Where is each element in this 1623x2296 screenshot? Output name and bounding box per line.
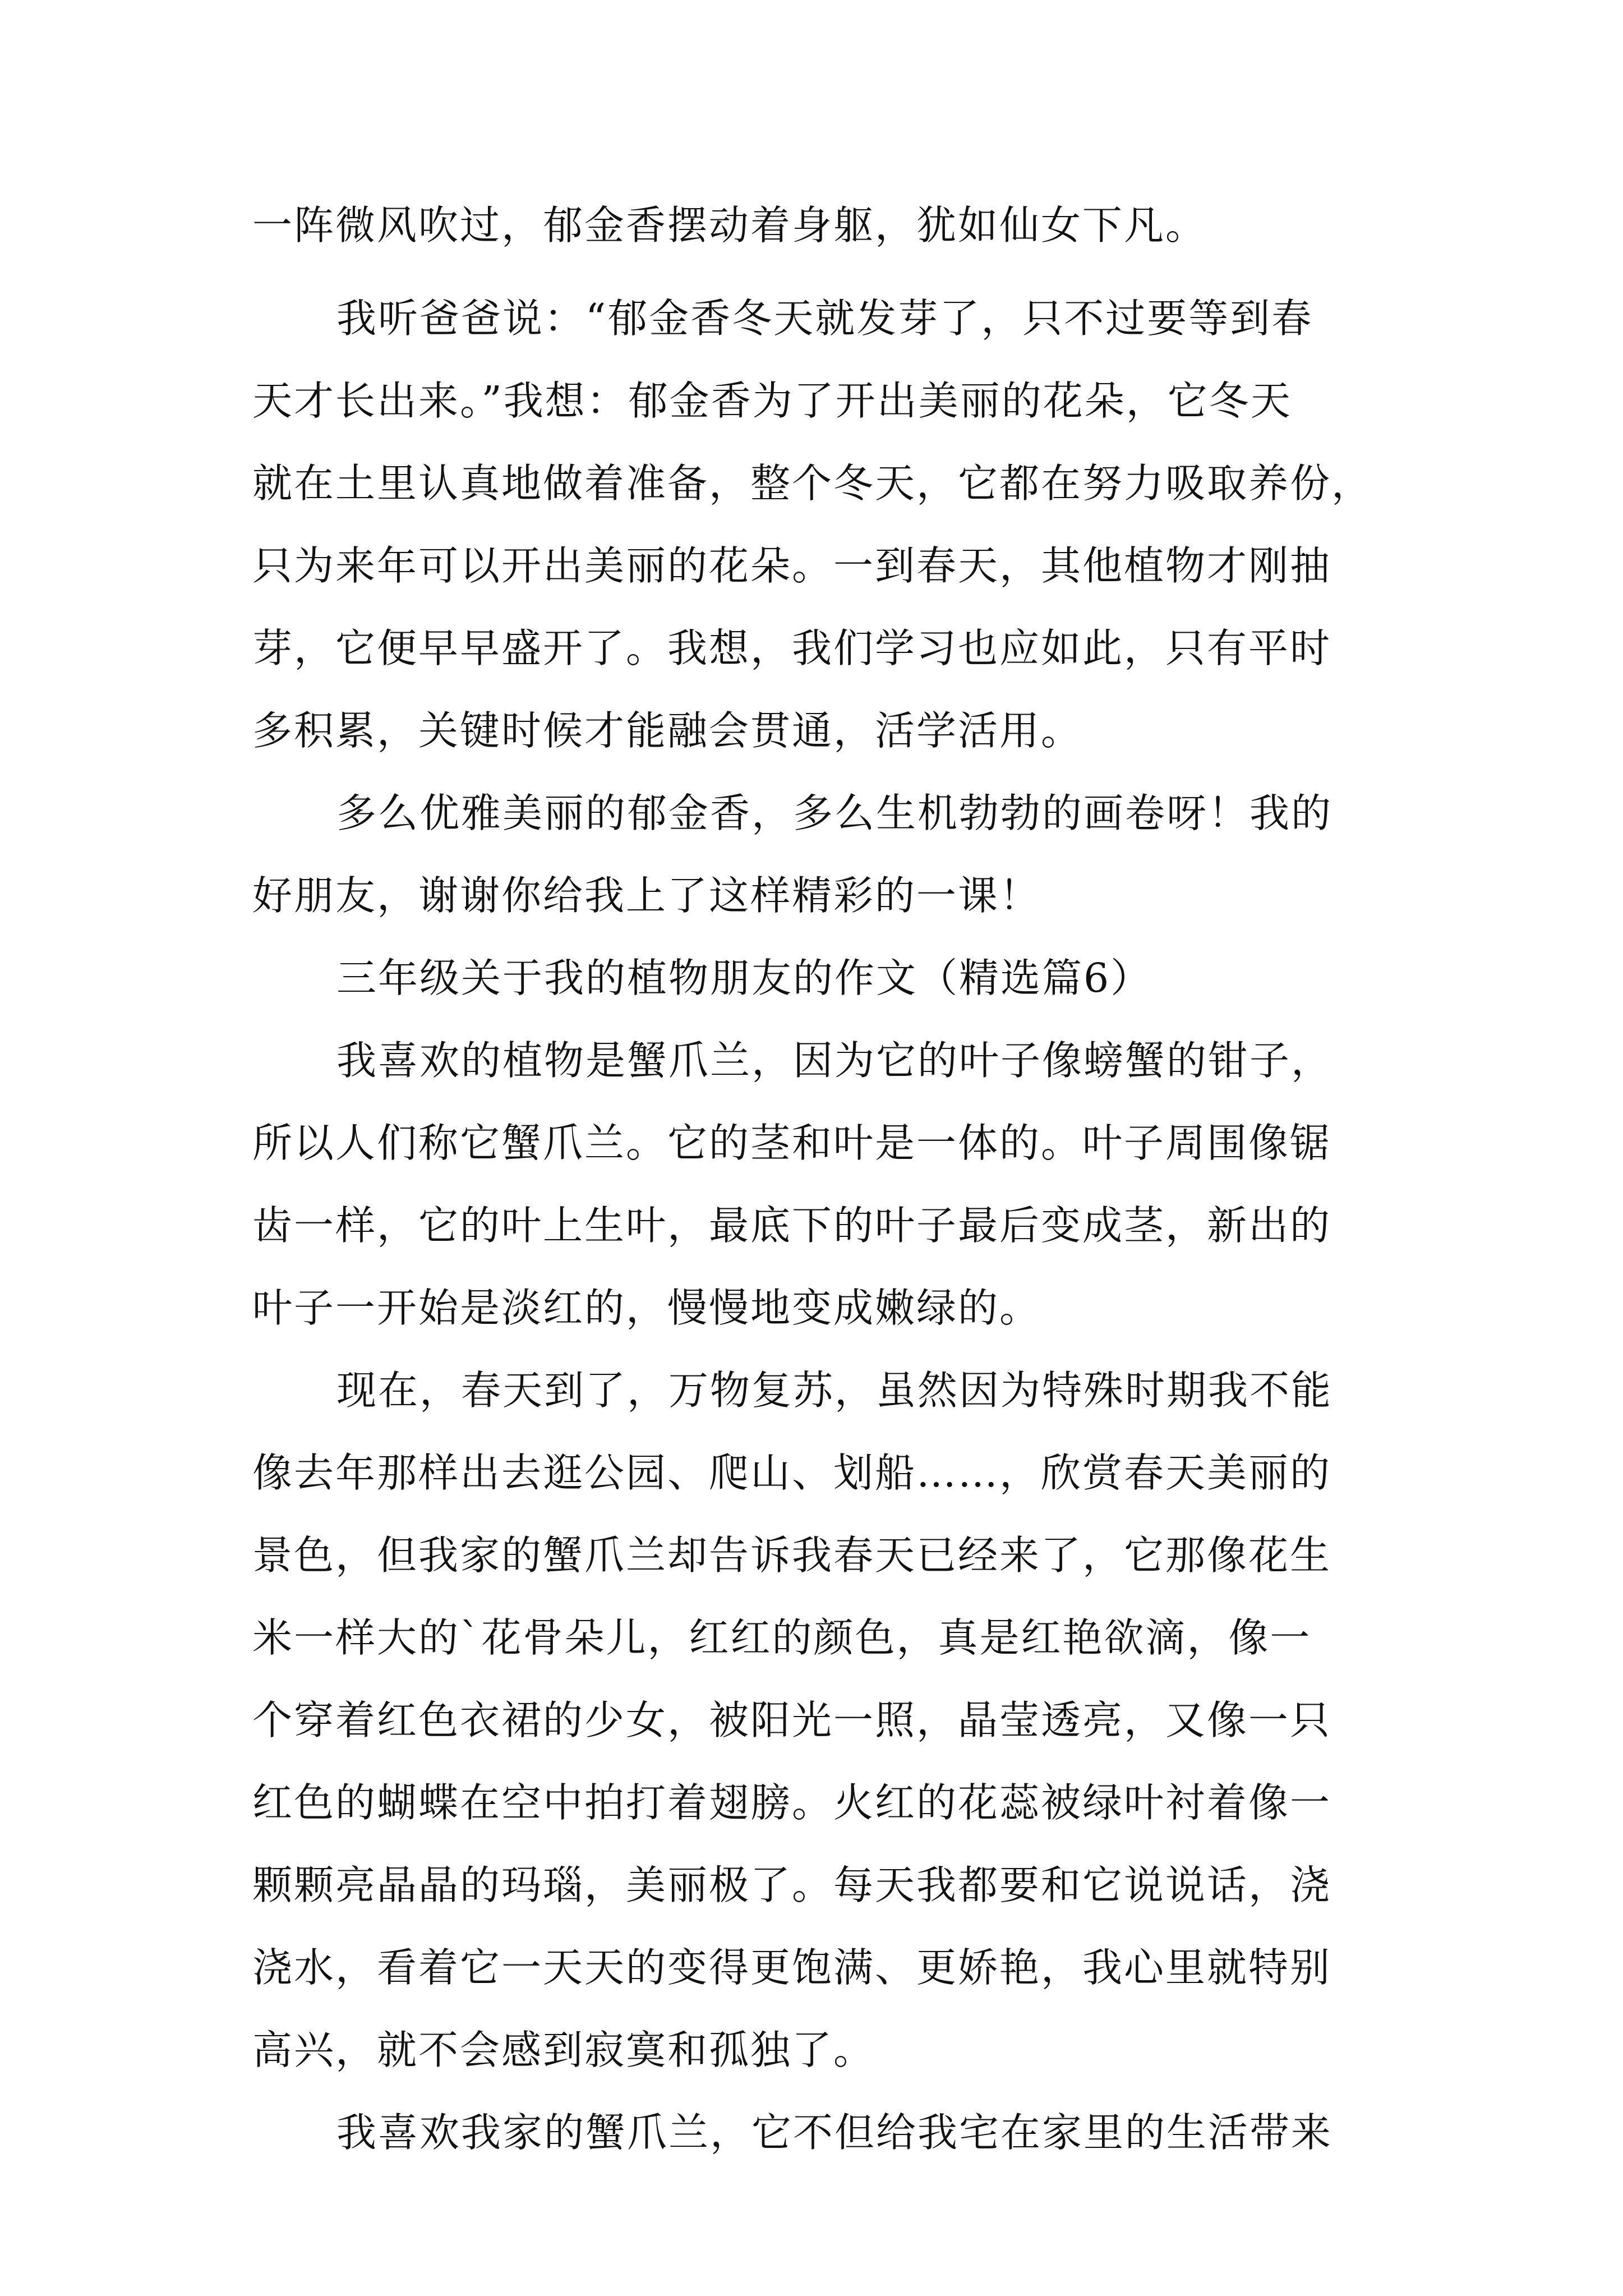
- text-line: 天才长出来。”我想：郁金香为了开出美丽的花朵，它冬天: [252, 378, 1292, 424]
- text-line: 所以人们称它蟹爪兰。它的茎和叶是一体的。叶子周围像锯: [252, 1120, 1332, 1166]
- text-line: 像去年那样出去逛公园、爬山、划船……，欣赏春天美丽的: [252, 1450, 1332, 1496]
- text-line: 叶子一开始是淡红的，慢慢地变成嫩绿的。: [252, 1285, 1041, 1331]
- text-line: 颗颗亮晶晶的玛瑙，美丽极了。每天我都要和它说说话，浇: [252, 1862, 1332, 1908]
- text-line: 个穿着红色衣裙的少女，被阳光一照，晶莹透亮，又像一只: [252, 1697, 1332, 1743]
- text-line: 只为来年可以开出美丽的花朵。一到春天，其他植物才刚抽: [252, 542, 1332, 589]
- text-line: 红色的蝴蝶在空中拍打着翅膀。火红的花蕊被绿叶衬着像一: [252, 1779, 1332, 1826]
- paragraph-first-line: 我喜欢我家的蟹爪兰，它不但给我宅在家里的生活带来: [336, 2109, 1333, 2156]
- paragraph-first-line: 我喜欢的植物是蟹爪兰，因为它的叶子像螃蟹的钳子，: [336, 1037, 1333, 1084]
- text-line: 好朋友，谢谢你给我上了这样精彩的一课！: [252, 872, 1041, 919]
- text-line: 景色，但我家的蟹爪兰却告诉我春天已经来了，它那像花生: [252, 1532, 1332, 1579]
- text-line: 齿一样，它的叶上生叶，最底下的叶子最后变成茎，新出的: [252, 1202, 1332, 1249]
- text-line: 米一样大的`花骨朵儿，红红的颜色，真是红艳欲滴，像一: [252, 1614, 1312, 1661]
- text-line: 多积累，关键时候才能融会贯通，活学活用。: [252, 707, 1083, 754]
- text-line: 芽，它便早早盛开了。我想，我们学习也应如此，只有平时: [252, 625, 1332, 671]
- text-line: 就在土里认真地做着准备，整个冬天，它都在努力吸取养份，: [252, 460, 1373, 507]
- text-line: 一阵微风吹过，郁金香摆动着身躯，犹如仙女下凡。: [252, 202, 1207, 249]
- text-line: 高兴，就不会感到寂寞和孤独了。: [252, 2027, 875, 2073]
- paragraph-first-line: 现在，春天到了，万物复苏，虽然因为特殊时期我不能: [336, 1367, 1333, 1414]
- text-line: 浇水，看着它一天天的变得更饱满、更娇艳，我心里就特别: [252, 1944, 1332, 1991]
- paragraph-first-line: 我听爸爸说：“郁金香冬天就发芽了，只不过要等到春: [336, 295, 1313, 342]
- paragraph-first-line: 多么优雅美丽的郁金香，多么生机勃勃的画卷呀！我的: [336, 790, 1333, 836]
- section-heading: 三年级关于我的植物朋友的作文（精选篇6）: [336, 955, 1152, 1001]
